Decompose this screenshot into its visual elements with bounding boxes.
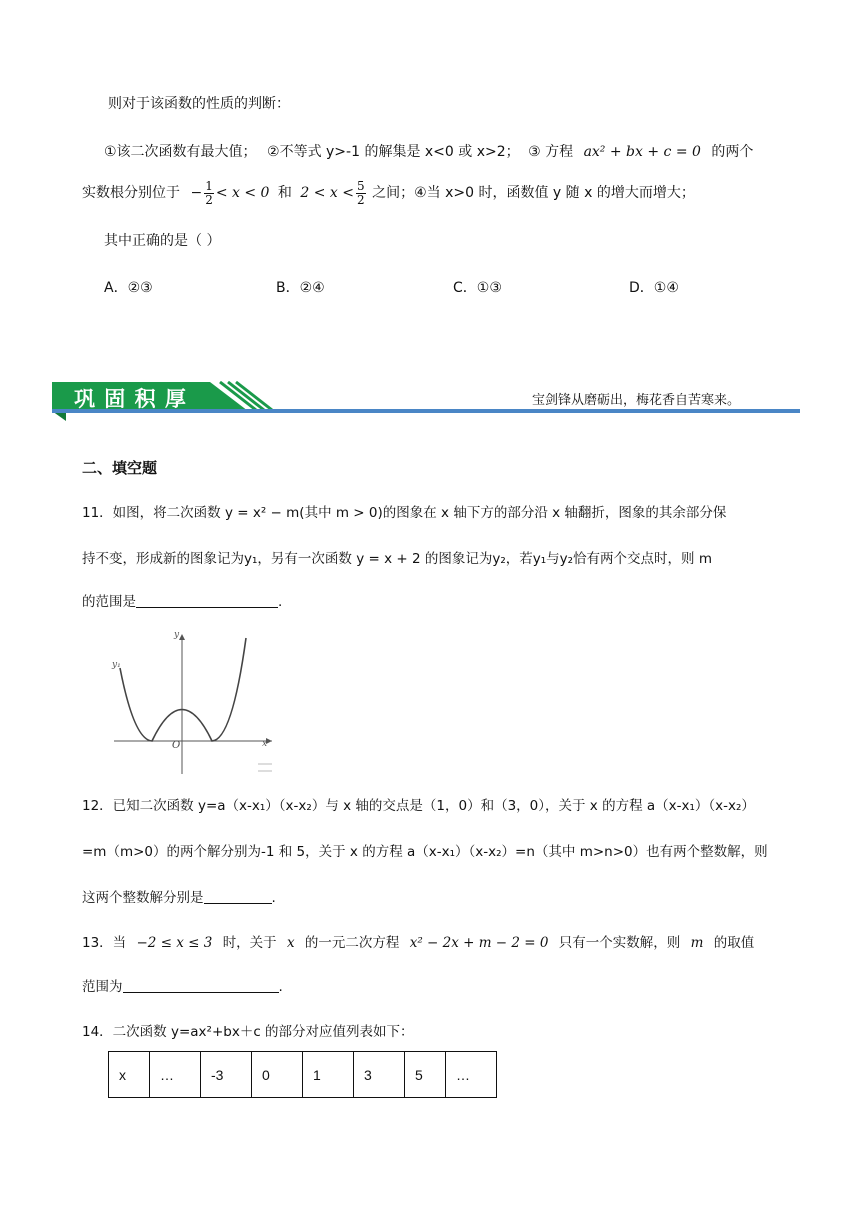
q10-intro: 则对于该函数的性质的判断： <box>108 96 290 112</box>
q13-answer-blank[interactable] <box>123 978 279 993</box>
q11-line1: 11．如图，将二次函数 y = x² − m(其中 m > 0)的图象在 x 轴下方的部分沿 x 轴翻折，图象的其余部分保 <box>82 505 727 521</box>
q13-line2 <box>82 975 283 995</box>
q11-graph <box>108 628 280 776</box>
q10-line2 <box>82 178 695 208</box>
q11-period: . <box>278 594 283 610</box>
q14-cell-6: 5 <box>405 1052 446 1098</box>
banner-motto: 宝剑锋从磨砺出，梅花香自苦寒来。 <box>532 393 741 408</box>
q10-frac-half <box>204 180 214 207</box>
q10-roots-label: 实数根分别位于 <box>82 185 180 201</box>
q10-prompt: 其中正确的是（ ） <box>104 233 221 249</box>
q10-frac-half-den: 2 <box>205 192 213 207</box>
q10-frac-five-num: 5 <box>356 178 365 193</box>
q10-stmt3-label: ③ 方程 <box>528 144 574 160</box>
q10-option-b[interactable]: B．②④ <box>276 280 325 296</box>
q11-answer-blank[interactable] <box>136 593 278 608</box>
section-banner <box>52 380 808 424</box>
q10-stmt2: ②不等式 y>-1 的解集是 x<0 或 x>2； <box>267 144 520 160</box>
q14-value-table <box>108 1051 497 1098</box>
q11-curve <box>120 638 246 741</box>
q10-stmt1: ①该二次函数有最大值； <box>104 144 257 160</box>
banner-title: 巩 固 积 厚 <box>74 386 187 411</box>
q10-option-a[interactable]: A．②③ <box>104 280 153 296</box>
q10-minus: − <box>190 185 203 201</box>
q11-x-label: x <box>262 739 268 749</box>
q13-var-x: x <box>286 935 295 951</box>
q10-option-c[interactable]: C．①③ <box>453 280 502 296</box>
q14-cell-4: 1 <box>303 1052 354 1098</box>
q10-option-d[interactable]: D．①④ <box>629 280 679 296</box>
q10-frac-five-den: 2 <box>356 192 365 207</box>
q13-range-word: 的取值 <box>713 935 755 951</box>
q13-period: . <box>278 979 283 995</box>
q12-answer-label: 这两个整数解分别是 <box>82 890 204 906</box>
q11-curve-label: y₁ <box>112 660 121 670</box>
q14-line1: 14．二次函数 y=ax²+bx＋c 的部分对应值列表如下： <box>82 1024 414 1040</box>
q12-answer-blank[interactable] <box>204 889 272 904</box>
q14-cell-2: -3 <box>201 1052 252 1098</box>
q13-number: 13．当 <box>82 935 127 951</box>
q10-frac-five-half <box>356 180 366 207</box>
q14-cell-5: 3 <box>354 1052 405 1098</box>
q14-cell-7: … <box>446 1052 497 1098</box>
q10-ineq1: < x < 0 <box>215 185 270 201</box>
q10-stmt3-tail: 的两个 <box>711 144 754 160</box>
q11-origin-label: O <box>172 740 181 751</box>
q13-var-m: m <box>690 935 704 951</box>
q14-cell-1: … <box>150 1052 201 1098</box>
q11-line2: 持不变，形成新的图象记为y₁，另有一次函数 y = x + 2 的图象记为y₂，若y₁与y₂恰有两个交点时，则 m <box>82 551 712 567</box>
q10-stmt4: 之间；④当 x>0 时，函数值 y 随 x 的增大而增大； <box>372 185 695 201</box>
q12-period: . <box>271 890 276 906</box>
q13-condition: −2 ≤ x ≤ 3 <box>136 935 213 951</box>
q11-y-label: y <box>174 630 180 640</box>
q13-range-label: 范围为 <box>82 979 123 995</box>
q10-line1 <box>104 141 753 161</box>
q14-cell-3: 0 <box>252 1052 303 1098</box>
q11-line3 <box>82 590 282 610</box>
q13-equation-label: 的一元二次方程 <box>304 935 400 951</box>
section-heading: 二、填空题 <box>82 459 158 477</box>
q14-cell-header: x <box>109 1052 150 1098</box>
q12-line2: =m（m>0）的两个解分别为-1 和 5，关于 x 的方程 a（x-x₁）（x-x₂）=n（其中 m>n>0）也有两个整数解，则 <box>82 844 768 860</box>
banner-stripe-3 <box>236 382 272 410</box>
q10-ineq2: 2 < x < <box>300 185 354 201</box>
q13-line1 <box>82 931 754 951</box>
q12-line3 <box>82 886 276 906</box>
q13-condition-tail: 只有一个实数解，则 <box>558 935 681 951</box>
q11-y-arrow <box>179 634 185 640</box>
q10-and: 和 <box>277 185 292 201</box>
q10-frac-half-num: 1 <box>205 178 213 193</box>
q10-equation: ax² + bx + c = 0 <box>583 144 701 160</box>
q11-range-label: 的范围是 <box>82 594 136 610</box>
q13-about: 时，关于 <box>222 935 277 951</box>
q14-table-row <box>109 1052 497 1098</box>
q13-equation: x² − 2x + m − 2 = 0 <box>409 935 549 951</box>
q12-line1: 12．已知二次函数 y=a（x-x₁）（x-x₂）与 x 轴的交点是（1，0）和（3，0），关于 x 的方程 a（x-x₁）（x-x₂） <box>82 798 755 814</box>
